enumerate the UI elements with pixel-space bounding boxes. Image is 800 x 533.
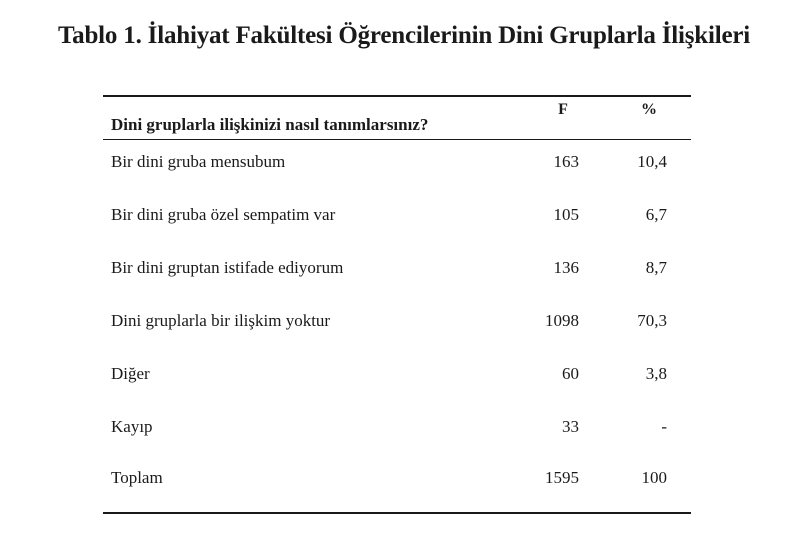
row-percent: 3,8 (645, 364, 667, 383)
table-row (103, 152, 691, 180)
row-label: Dini gruplarla bir ilişkim yoktur (111, 311, 331, 330)
row-frequency: 33 (562, 417, 579, 436)
row-percent: 6,7 (645, 205, 667, 224)
row-frequency: 1595 (545, 468, 579, 487)
row-frequency: 163 (553, 152, 579, 171)
row-frequency: 60 (562, 364, 579, 383)
row-percent: 70,3 (637, 311, 667, 330)
table-row (103, 417, 691, 445)
header-question: Dini gruplarla ilişkinizi nasıl tanımlarsınız? (111, 115, 429, 134)
row-label: Bir dini gruba mensubum (111, 152, 286, 171)
row-label: Toplam (111, 468, 163, 487)
table-row (103, 205, 691, 233)
row-percent: 8,7 (645, 258, 667, 277)
row-frequency: 105 (553, 205, 579, 224)
table-title: Tablo 1. İlahiyat Fakültesi Öğrencilerinin Dini Gruplarla İlişkileri (58, 22, 751, 49)
row-percent: 100 (641, 468, 667, 487)
row-percent: - (661, 417, 667, 436)
table-row (103, 258, 691, 286)
table-top-rule (103, 95, 691, 97)
row-label: Kayıp (111, 417, 153, 436)
table-bottom-rule (103, 512, 691, 514)
row-label: Bir dini gruba özel sempatim var (111, 205, 336, 224)
table-row (103, 364, 691, 392)
row-frequency: 136 (553, 258, 579, 277)
row-percent: 10,4 (637, 152, 667, 171)
header-frequency: F (558, 101, 568, 118)
table-header-rule (103, 139, 691, 140)
row-label: Bir dini gruptan istifade ediyorum (111, 258, 344, 277)
table-row (103, 311, 691, 339)
row-label: Diğer (111, 364, 150, 383)
header-percent: % (641, 101, 657, 118)
table-row-total (103, 468, 691, 496)
row-frequency: 1098 (545, 311, 579, 330)
